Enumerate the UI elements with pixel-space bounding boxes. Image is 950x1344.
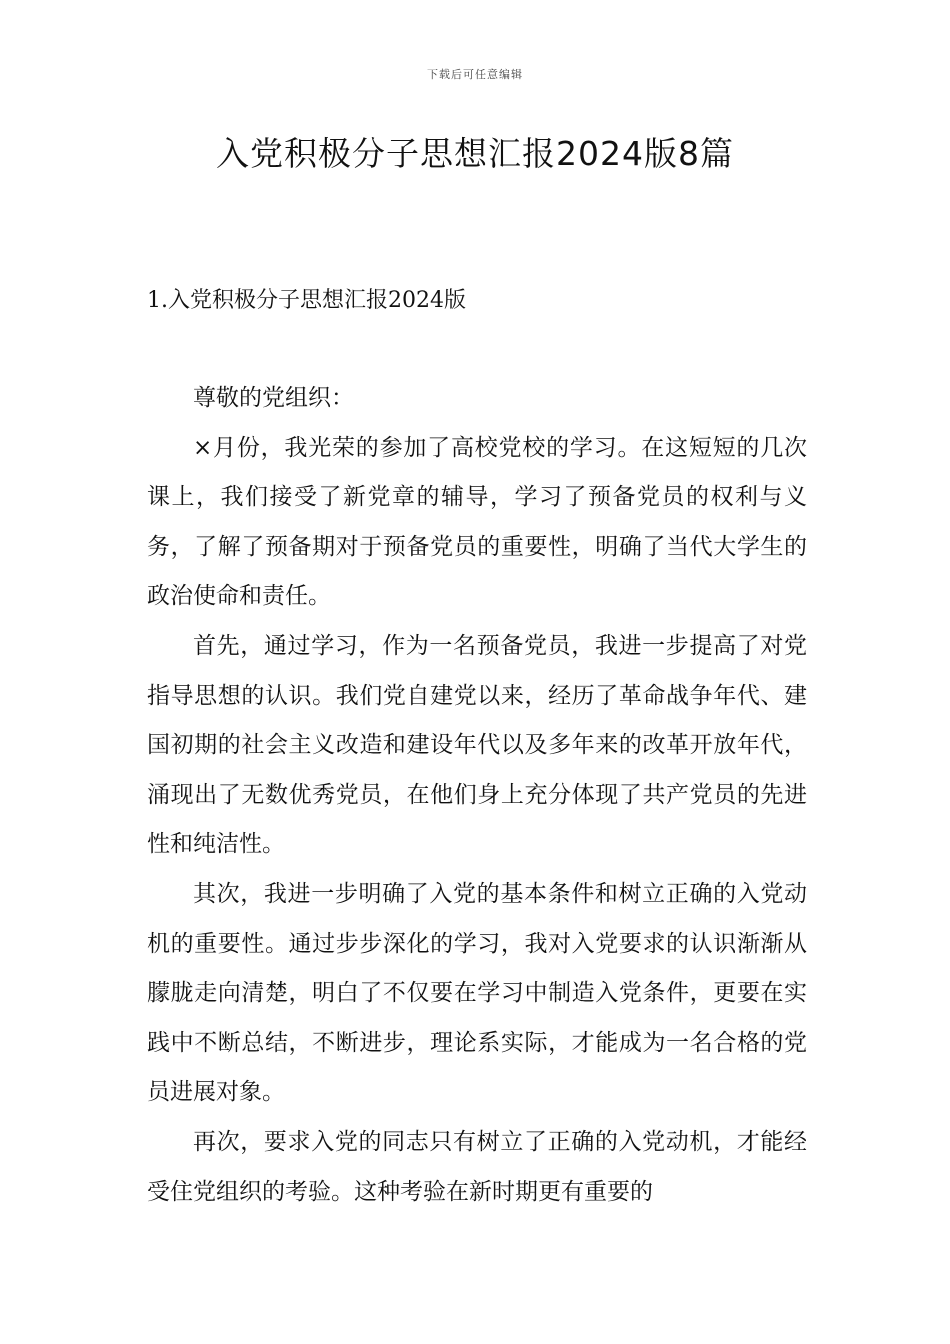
body-text (147, 374, 807, 1217)
paragraph: 再次，要求入党的同志只有树立了正确的入党动机，才能经受住党组织的考验。这种考验在新时期更有重要的 (147, 1128, 807, 1205)
paragraph: 首先，通过学习，作为一名预备党员，我进一步提高了对党指导思想的认识。我们党自建党以来，经历了革命战争年代、建国初期的社会主义改造和建设年代以及多年来的改革开放年代，涌现出了无数优秀党员，在他们身上充分体现了共产党员的先进性和纯洁性。 (147, 632, 807, 858)
paragraph: 其次，我进一步明确了入党的基本条件和树立正确的入党动机的重要性。通过步步深化的学习，我对入党要求的认识渐渐从朦胧走向清楚，明白了不仅要在学习中制造入党条件，更要在实践中不断总结，不断进步，理论系实际，才能成为一名合格的党员进展对象。 (147, 880, 807, 1106)
header-note: 下载后可任意编辑 (427, 68, 523, 81)
paragraph-salutation: 尊敬的党组织： (193, 385, 354, 411)
document-title: 入党积极分子思想汇报2024版8篇 (216, 134, 734, 173)
paragraph: ×月份，我光荣的参加了高校党校的学习。在这短短的几次课上，我们接受了新党章的辅导，学习了预备党员的权利与义务，了解了预备期对于预备党员的重要性，明确了当代大学生的政治使命和责任。 (147, 434, 807, 610)
section-heading: 1.入党积极分子思想汇报2024版 (147, 288, 466, 313)
